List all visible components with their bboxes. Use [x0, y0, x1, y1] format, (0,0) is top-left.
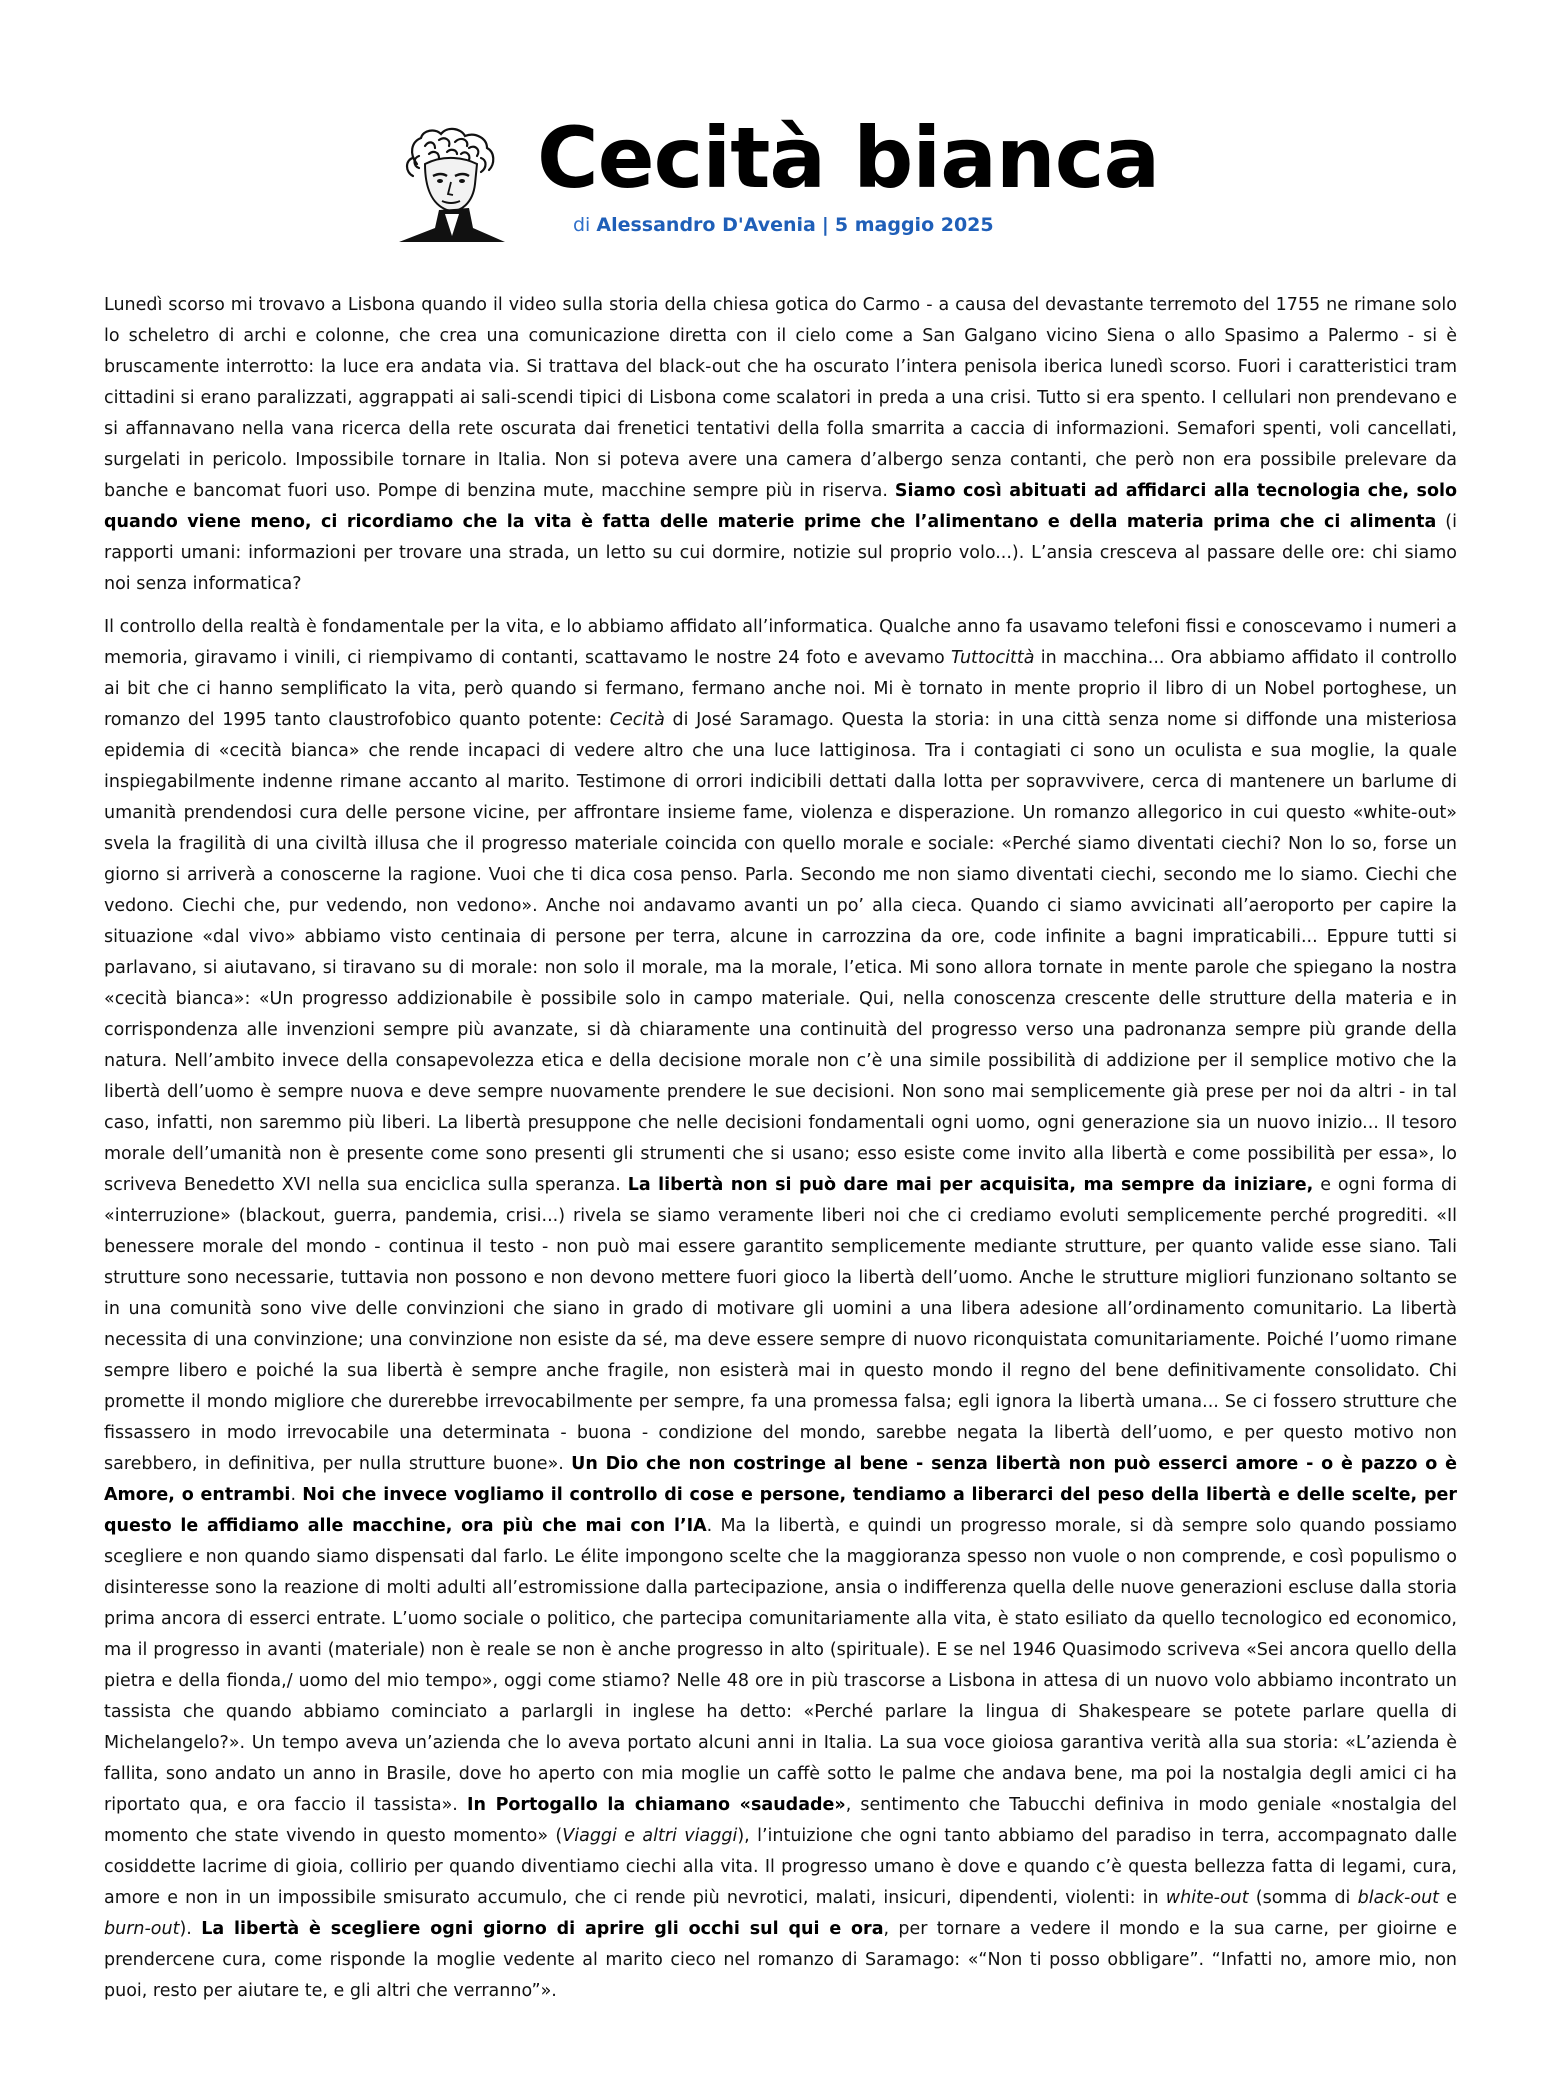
author-portrait-icon	[395, 124, 510, 242]
paragraph-text: , per tornare a vedere il mondo e la sua carne, per gioirne e prendercene cura, come risponde la moglie vedente al marito cieco nel romanzo di Saramago: «“Non ti posso obbligare”. “Infatti no, amore mio, non puoi, resto per aiutare te, e gli altri che verranno”».	[104, 1919, 1457, 2001]
italic-term: black-out	[1357, 1888, 1440, 1908]
byline-prefix: di	[573, 214, 591, 236]
paragraph-text: in macchina... Ora abbiamo affidato il controllo ai bit che ci hanno semplificato la vita, però quando si fermano, fermano anche noi. Mi è tornato in mente proprio il libro di un Nobel portoghese, un romanzo del 1995 tanto claustrofobico quanto potente:	[104, 648, 1457, 730]
paragraph-text: , sentimento che Tabucchi definiva in modo geniale «nostalgia del momento che state vivendo in questo momento» (	[104, 1795, 1457, 1846]
byline-separator: |	[821, 214, 829, 236]
bold-highlight: In Portogallo la chiamano «saudade»	[466, 1795, 846, 1815]
paragraph-text: . Ma la libertà, e quindi un progresso morale, si dà sempre solo quando possiamo scegliere e non quando siamo dispensati dal farlo. Le élite impongono scelte che la maggioranza spesso non vuole o non comprende, e così populismo o disinteresse sono la reazione di molti adulti all’estromissione dalla partecipazione, ansia o indifferenza quella delle nuove generazioni escluse dalla storia prima ancora di esserci entrate. L’uomo sociale o politico, che partecipa comunitariamente alla vita, è stato esiliato da quello tecnologico ed economico, ma il progresso in avanti (materiale) non è reale se non è anche progresso in alto (spirituale). E se nel 1946 Quasimodo scriveva «Sei ancora quello della pietra e della fionda,/ uomo del mio tempo», oggi come stiamo? Nelle 48 ore in più trascorse a Lisbona in attesa di un nuovo volo abbiamo incontrato un tassista che quando abbiamo cominciato a parlargli in inglese ha detto: «Perché parlare la lingua di Shakespeare se potete parlare quella di Michelangelo?». Un tempo aveva un’azienda che lo aveva portato alcuni anni in Italia. La sua voce gioiosa garantiva verità alla sua storia: «L’azienda è fallita, sono andato un anno in Brasile, dove ho aperto con mia moglie un caffè sotto le palme che andava bene, ma poi la nostalgia degli amici ci ha riportato qua, e ora faccio il tassista».	[104, 1516, 1458, 1815]
article-header	[395, 109, 1160, 248]
italic-title: Tuttocittà	[951, 648, 1035, 668]
paragraph-text: ).	[179, 1919, 202, 1939]
italic-term: white-out	[1165, 1888, 1249, 1908]
paragraph-text: ), l’intuizione che ogni tanto abbiamo del paradiso in terra, accompagnato dalle cosiddette lacrime di gioia, collirio per quando diventiamo ciechi alla vita. Il progresso umano è dove e quando c’è questa bellezza fatta di legami, cura, amore e non in un impossibile smisurato accumulo, che ci rende più nevrotici, malati, insicuri, dipendenti, violenti: in	[104, 1826, 1458, 1908]
bold-highlight: Noi che invece vogliamo il controllo di cose e persone, tendiamo a liberarci del peso della libertà e delle scelte, per questo le affidiamo alle macchine, ora più che mai con l’IA	[104, 1485, 1457, 1536]
paragraph-text: (i rapporti umani: informazioni per trovare una strada, un letto su cui dormire, notizie sul proprio volo...). L’ansia cresceva al passare delle ore: chi siamo noi senza informatica?	[104, 512, 1457, 594]
paragraph-text: e	[1439, 1888, 1457, 1908]
publication-date: 5 maggio 2025	[834, 214, 994, 236]
author-name[interactable]: Alessandro D'Avenia	[596, 214, 816, 236]
article-body	[104, 290, 1457, 2019]
bold-highlight: Un Dio che non costringe al bene - senza libertà non può esserci amore - o è pazzo o è Amore, o entrambi	[104, 1454, 1457, 1505]
paragraph-text: Il controllo della realtà è fondamentale per la vita, e lo abbiamo affidato all’informatica. Qualche anno fa usavamo telefoni fissi e conoscevamo i numeri a memoria, giravamo i vinili, ci riempivamo di contanti, scattavamo le nostre 24 foto e avevamo	[104, 617, 1457, 668]
paragraph-1	[104, 290, 1457, 600]
bold-highlight: Siamo così abituati ad affidarci alla tecnologia che, solo quando viene meno, ci ricordiamo che la vita è fatta delle materie prime che l’alimentano e della materia prima che ci alimenta	[104, 481, 1458, 532]
paragraph-2	[104, 612, 1457, 2007]
paragraph-text: e ogni forma di «interruzione» (blackout, guerra, pandemia, crisi...) rivela se siamo veramente liberi noi che ci crediamo evoluti semplicemente perché progrediti. «Il benessere morale del mondo - continua il testo - non può mai essere garantito semplicemente mediante strutture, per quanto valide esse siano. Tali strutture sono necessarie, tuttavia non possono e non devono mettere fuori gioco la libertà dell’uomo. Anche le strutture migliori funzionano soltanto se in una comunità sono vive delle convinzioni che siano in grado di motivare gli uomini a una libera adesione all’ordinamento comunitario. La libertà necessita di una convinzione; una convinzione non esiste da sé, ma deve essere sempre di nuovo riconquistata comunitariamente. Poiché l’uomo rimane sempre libero e poiché la sua libertà è sempre anche fragile, non esisterà mai in questo mondo il regno del bene definitivamente consolidato. Chi promette il mondo migliore che durerebbe irrevocabilmente per sempre, fa una promessa falsa; egli ignora la libertà umana... Se ci fossero strutture che fissassero in modo irrevocabile una determinata - buona - condizione del mondo, sarebbe negata la libertà dell’uomo, e per questo motivo non sarebbero, in definitiva, per nulla strutture buone».	[104, 1175, 1457, 1474]
italic-title: Viaggi e altri viaggi	[562, 1826, 738, 1846]
paragraph-text: di José Saramago. Questa la storia: in una città senza nome si diffonde una misteriosa epidemia di «cecità bianca» che rende incapaci di vedere altro che una luce lattiginosa. Tra i contagiati ci sono un oculista e sua moglie, la quale inspiegabilmente indenne rimane accanto al marito. Testimone di orrori indicibili dettati dalla lotta per sopravvivere, cerca di mantenere un barlume di umanità prendendosi cura delle persone vicine, per affrontare insieme fame, violenza e disperazione. Un romanzo allegorico in cui questo «white-out» svela la fragilità di una civiltà illusa che il progresso materiale coincida con quello morale e sociale: «Perché siamo diventati ciechi? Non lo so, forse un giorno si arriverà a conoscerne la ragione. Vuoi che ti dica cosa penso. Parla. Secondo me non siamo diventati ciechi, secondo me lo siamo. Ciechi che vedono. Ciechi che, pur vedendo, non vedono». Anche noi andavamo avanti un po’ alla cieca. Quando ci siamo avvicinati all’aeroporto per capire la situazione «dal vivo» abbiamo visto centinaia di persone per terra, alcune in carrozzina da ore, code infinite a bagni impraticabili... Eppure tutti si parlavano, si aiutavano, si tiravano su di morale: non solo il morale, ma la morale, l’etica. Mi sono allora tornate in mente parole che spiegano la nostra «cecità bianca»: «Un progresso addizionabile è possibile solo in campo materiale. Qui, nella conoscenza crescente delle strutture della materia e in corrispondenza alle invenzioni sempre più avanzate, si dà chiaramente una continuità del progresso verso una padronanza sempre più grande della natura. Nell’ambito invece della consapevolezza etica e della decisione morale non c’è una simile possibilità di addizione per il semplice motivo che la libertà dell’uomo è sempre nuova e deve sempre nuovamente prendere le sue decisioni. Non sono mai semplicemente già prese per noi da altri - in tal caso, infatti, non saremmo più liberi. La libertà presuppone che nelle decisioni fondamentali ogni uomo, ogni generazione sia un nuovo inizio... Il tesoro morale dell’umanità non è presente come sono presenti gli strumenti che si usano; esso esiste come invito alla libertà e come possibilità per essa», lo scriveva Benedetto XVI nella sua enciclica sulla speranza.	[104, 710, 1457, 1195]
bold-highlight: La libertà è scegliere ogni giorno di aprire gli occhi sul qui e ora	[201, 1919, 884, 1939]
paragraph-text: (somma di	[1248, 1888, 1358, 1908]
italic-title: Cecità	[609, 710, 665, 730]
bold-highlight: La libertà non si può dare mai per acquisita, ma sempre da iniziare,	[627, 1175, 1314, 1195]
paragraph-text: .	[290, 1485, 303, 1505]
article-title: Cecità bianca	[537, 109, 1160, 207]
byline	[573, 214, 994, 237]
italic-term: burn-out	[104, 1919, 180, 1939]
paragraph-text: Lunedì scorso mi trovavo a Lisbona quando il video sulla storia della chiesa gotica do Carmo - a causa del devastante terremoto del 1755 ne rimane solo lo scheletro di archi e colonne, che crea una comunicazione diretta con il cielo come a San Galgano vicino Siena o allo Spasimo a Palermo - si è bruscamente interrotto: la luce era andata via. Si trattava del black-out che ha oscurato l’intera penisola iberica lunedì scorso. Fuori i caratteristici tram cittadini si erano paralizzati, aggrappati ai sali-scendi tipici di Lisbona come scalatori in preda a una crisi. Tutto si era spento. I cellulari non prendevano e si affannavano nella vana ricerca della rete oscurata dai frenetici tentativi della folla smarrita a caccia di informazioni. Semafori spenti, voli cancellati, surgelati in pericolo. Impossibile tornare in Italia. Non si poteva avere una camera d’albergo senza contanti, che però non era possibile prelevare da banche e bancomat fuori uso. Pompe di benzina mute, macchine sempre più in riserva.	[104, 295, 1457, 501]
